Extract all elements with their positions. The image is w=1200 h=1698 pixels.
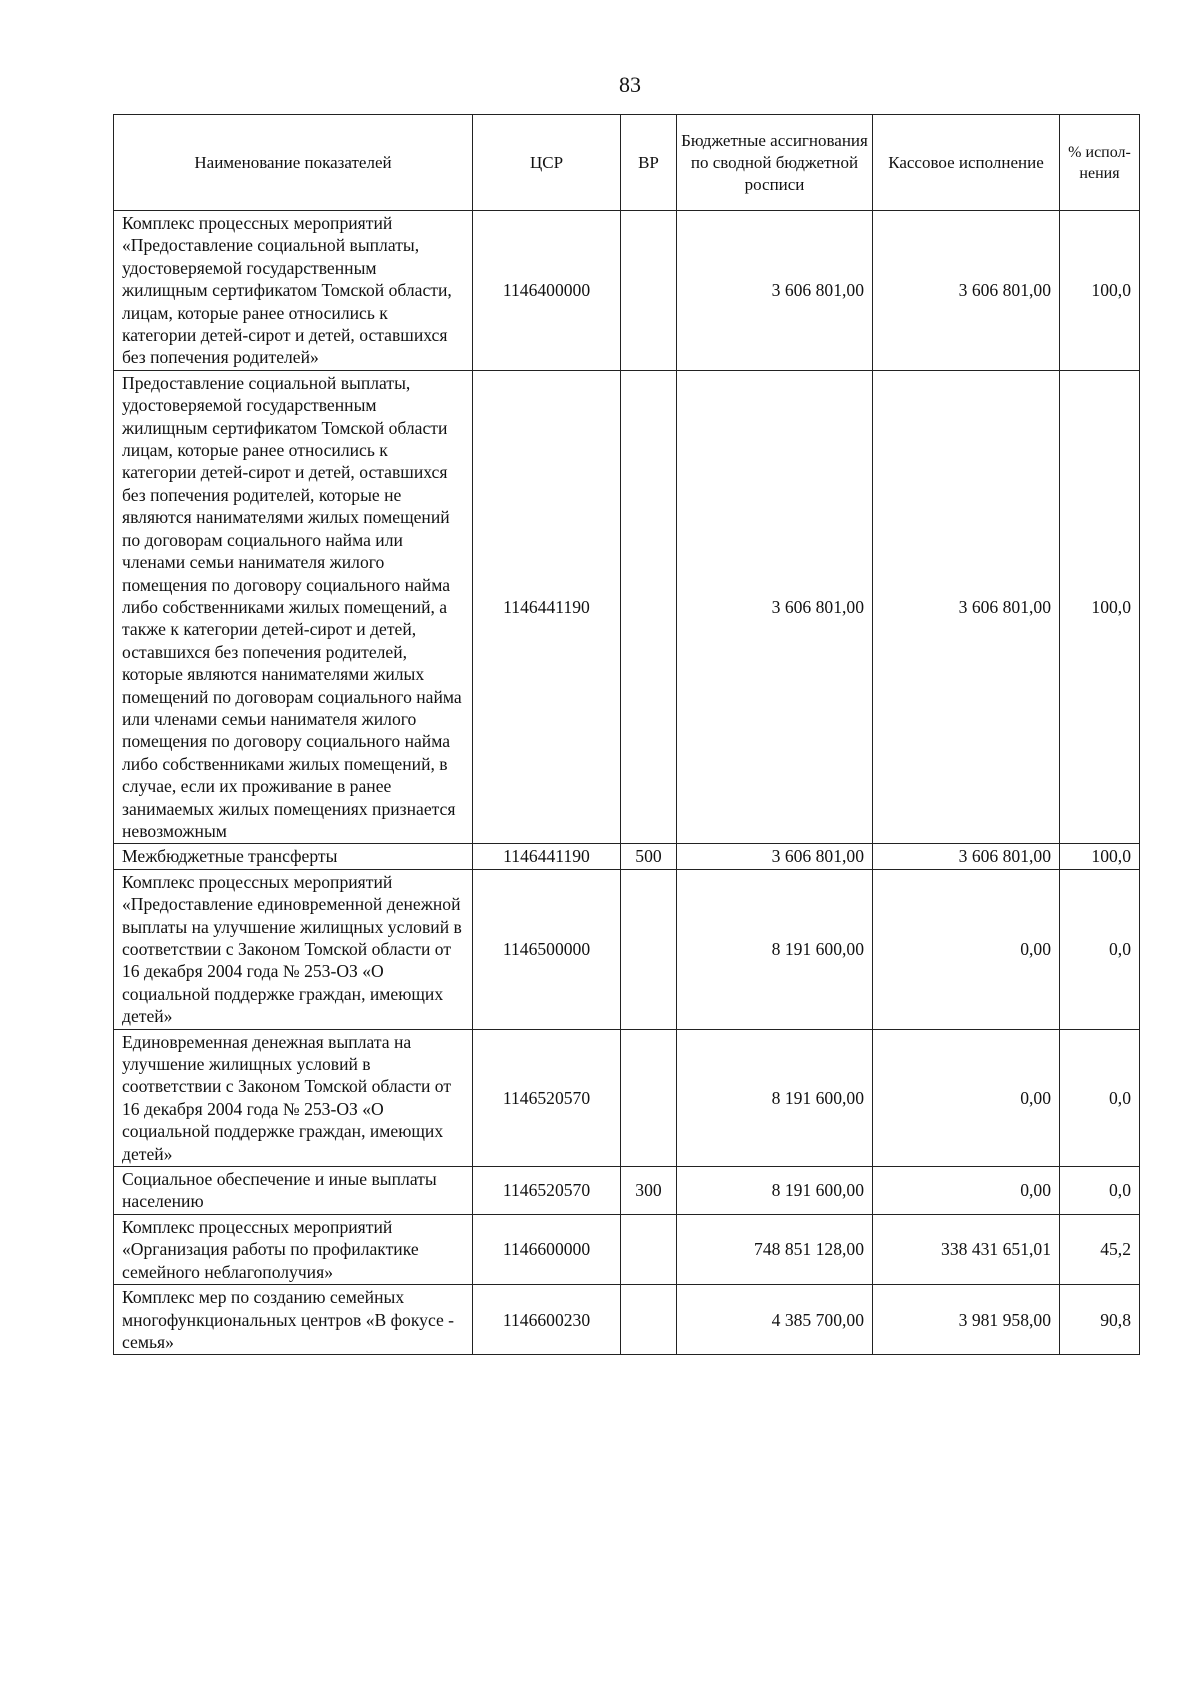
row-name: Социальное обеспечение и иные выплаты населению: [114, 1167, 473, 1215]
table-row: [114, 1167, 1140, 1215]
row-csr: 1146441190: [473, 370, 621, 844]
row-cash: 0,00: [873, 1167, 1060, 1215]
row-percent: 0,0: [1060, 1029, 1140, 1166]
header-csr: ЦСР: [473, 115, 621, 211]
row-name: Межбюджетные трансферты: [114, 844, 473, 869]
row-name: Единовременная денежная выплата на улучшение жилищных условий в соответствии с Законом Томской области от 16 декабря 2004 года № 253-ОЗ «О социальной поддержке граждан, имеющих детей»: [114, 1029, 473, 1166]
table-header-row: [114, 115, 1140, 211]
row-csr: 1146500000: [473, 869, 621, 1029]
row-vr: 300: [621, 1167, 677, 1215]
row-percent: 100,0: [1060, 211, 1140, 371]
row-csr: 1146520570: [473, 1029, 621, 1166]
row-cash: 3 606 801,00: [873, 370, 1060, 844]
row-name: Предоставление социальной выплаты, удостоверяемой государственным жилищным сертификатом Томской области лицам, которые ранее относились к категории детей-сирот и детей, оставшихся без попечения родителей, которые не являются нанимателями жилых помещений по договорам социального найма или членами семьи нанимателя жилого помещения по договору социального найма либо собственниками жилых помещений, а также к категории детей-сирот и детей, оставшихся без попечения родителей, которые являются нанимателями жилых помещений по договорам социального найма или членами семьи нанимателя жилого помещения по договору социального найма либо собственниками жилых помещений, в случае, если их проживание в ранее занимаемых жилых помещениях признается невозможным: [114, 370, 473, 844]
row-cash: 0,00: [873, 1029, 1060, 1166]
table-row: [114, 211, 1140, 371]
table-row: [114, 1029, 1140, 1166]
row-vr: [621, 1029, 677, 1166]
table-row: [114, 869, 1140, 1029]
row-name: Комплекс процессных мероприятий «Организация работы по профилактике семейного неблагополучия»: [114, 1214, 473, 1284]
header-cash: Кассовое исполнение: [873, 115, 1060, 211]
row-cash: 3 981 958,00: [873, 1285, 1060, 1355]
table-row: [114, 370, 1140, 844]
row-csr: 1146441190: [473, 844, 621, 869]
row-vr: [621, 869, 677, 1029]
row-budget: 3 606 801,00: [677, 370, 873, 844]
row-name: Комплекс мер по созданию семейных многофункциональных центров «В фокусе - семья»: [114, 1285, 473, 1355]
row-budget: 4 385 700,00: [677, 1285, 873, 1355]
row-vr: [621, 211, 677, 371]
row-budget: 748 851 128,00: [677, 1214, 873, 1284]
budget-execution-table: [113, 114, 1140, 1355]
row-csr: 1146520570: [473, 1167, 621, 1215]
row-percent: 100,0: [1060, 370, 1140, 844]
row-vr: [621, 370, 677, 844]
row-csr: 1146600230: [473, 1285, 621, 1355]
table-row: [114, 1214, 1140, 1284]
row-csr: 1146600000: [473, 1214, 621, 1284]
row-vr: 500: [621, 844, 677, 869]
row-csr: 1146400000: [473, 211, 621, 371]
row-percent: 45,2: [1060, 1214, 1140, 1284]
table-row: [114, 844, 1140, 869]
row-cash: 338 431 651,01: [873, 1214, 1060, 1284]
row-percent: 90,8: [1060, 1285, 1140, 1355]
header-vr: ВР: [621, 115, 677, 211]
row-name: Комплекс процессных мероприятий «Предоставление социальной выплаты, удостоверяемой государственным жилищным сертификатом Томской области, лицам, которые ранее относились к категории детей-сирот и детей, оставшихся без попечения родителей»: [114, 211, 473, 371]
header-percent: % испол-нения: [1060, 115, 1140, 211]
row-budget: 8 191 600,00: [677, 1029, 873, 1166]
row-budget: 8 191 600,00: [677, 1167, 873, 1215]
header-name: Наименование показателей: [114, 115, 473, 211]
row-cash: 3 606 801,00: [873, 844, 1060, 869]
row-budget: 3 606 801,00: [677, 844, 873, 869]
page-number: 83: [619, 72, 641, 97]
header-budget: Бюджетные ассигнования по сводной бюджетной росписи: [677, 115, 873, 211]
row-percent: 100,0: [1060, 844, 1140, 869]
row-cash: 3 606 801,00: [873, 211, 1060, 371]
row-vr: [621, 1214, 677, 1284]
row-name: Комплекс процессных мероприятий «Предоставление единовременной денежной выплаты на улучшение жилищных условий в соответствии с Законом Томской области от 16 декабря 2004 года № 253-ОЗ «О социальной поддержке граждан, имеющих детей»: [114, 869, 473, 1029]
row-budget: 8 191 600,00: [677, 869, 873, 1029]
row-cash: 0,00: [873, 869, 1060, 1029]
row-percent: 0,0: [1060, 869, 1140, 1029]
row-percent: 0,0: [1060, 1167, 1140, 1215]
row-vr: [621, 1285, 677, 1355]
row-budget: 3 606 801,00: [677, 211, 873, 371]
table-row: [114, 1285, 1140, 1355]
